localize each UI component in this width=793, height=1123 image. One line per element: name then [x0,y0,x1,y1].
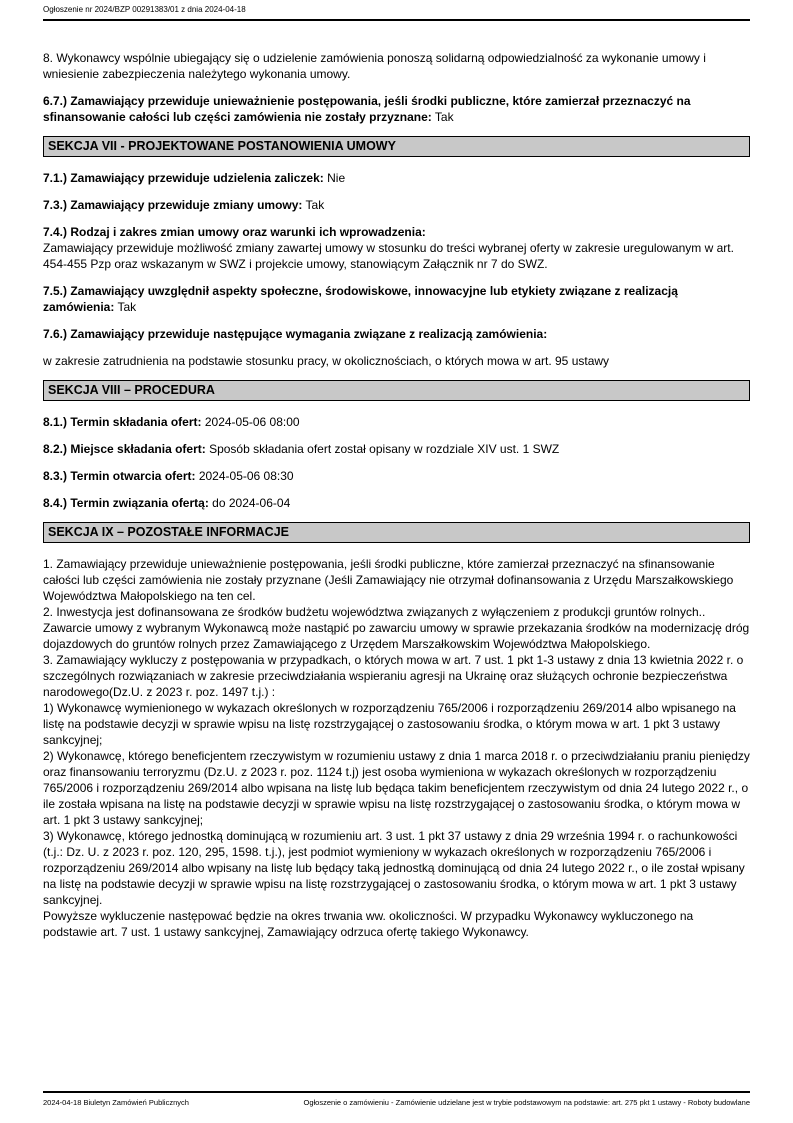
field-8-3 [43,468,750,484]
page-footer [43,1091,750,1107]
field-7-3 [43,197,750,213]
note-line: 2) Wykonawcę, którego beneficjentem rzeczywistym w rozumieniu ustawy z dnia 1 marca 2018 r. o przeciwdziałaniu praniu pieniędzy oraz finansowaniu terroryzmu (Dz.U. z 2023 r. poz. 1124 t.j) jest osoba wymieniona w wykazach określonych w rozporządzeniu 765/2006 i rozporządzeniu 269/2014 albo wpisana na listę lub będąca takim beneficjentem rzeczywistym od dnia 24 lutego 2022 r., o ile została wpisana na listę na podstawie decyzji w sprawie wpisu na listę rozstrzygającej o zastosowaniu środka, o którym mowa w art. 1 pkt 3 ustawy sankcyjnej; [43,749,750,827]
field-8-2 [43,441,750,457]
field-8-1 [43,414,750,430]
field-8-4 [43,495,750,511]
page-header [43,5,750,21]
paragraph-joint-liability: 8. Wykonawcy wspólnie ubiegający się o udzielenie zamówienia ponoszą solidarną odpowiedzialność za wykonanie umowy i wniesienie zabezpieczenia należytego wykonania umowy. [43,51,706,81]
field-8-1-value: 2024-05-06 08:00 [204,415,300,429]
remaining-information-block [43,556,750,940]
field-7-6-body: w zakresie zatrudnienia na podstawie stosunku pracy, w okolicznościach, o których mowa w art. 95 ustawy [43,354,610,368]
notice-number-line: Ogłoszenie nr 2024/BZP 00291383/01 z dnia 2024-04-18 [43,5,246,14]
field-6-7 [43,93,750,125]
note-line: 1. Zamawiający przewiduje unieważnienie postępowania, jeśli środki publiczne, które zamierzał przeznaczyć na sfinansowanie całości lub części zamówienia nie zostały przyznane (Jeśli Zamawiający nie otrzymał dofinansowania z Urzędu Marszałkowskiego Województwa Małopolskiego na ten cel. [43,557,734,603]
field-6-7-label: 6.7.) Zamawiający przewiduje unieważnienie postępowania, jeśli środki publiczne, które zamierzał przeznaczyć na sfinansowanie całości lub części zamówienia nie zostały przyznane: [43,94,691,124]
field-8-3-label: 8.3.) Termin otwarcia ofert: [43,469,196,483]
note-line: 3. Zamawiający wykluczy z postępowania w przypadkach, o których mowa w art. 7 ust. 1 pkt 1-3 ustawy z dnia 13 kwietnia 2022 r. o szczególnych rozwiązaniach w zakresie przeciwdziałania wspieraniu agresji na Ukrainę oraz służących ochronie bezpieczeństwa narodowego(Dz.U. z 2023 r. poz. 1497 t.j.) : [43,653,744,699]
section-header-viii: SEKCJA VIII – PROCEDURA [43,380,750,401]
field-7-5-value: Tak [117,300,137,314]
field-7-6 [43,326,750,342]
field-7-4 [43,224,750,272]
field-8-1-label: 8.1.) Termin składania ofert: [43,415,202,429]
section-header-ix: SEKCJA IX – POZOSTAŁE INFORMACJE [43,522,750,543]
field-7-1 [43,170,750,186]
document-content [43,50,750,940]
field-8-4-value: do 2024-06-04 [212,496,291,510]
note-line: Powyższe wykluczenie następować będzie na okres trwania ww. okoliczności. W przypadku Wykonawcy wykluczonego na podstawie art. 7 ust. 1 ustawy sankcyjnej, Zamawiający odrzuca ofertę takiego Wykonawcy. [43,909,694,939]
field-8-3-value: 2024-05-06 08:30 [198,469,294,483]
footer-right-text: Ogłoszenie o zamówieniu - Zamówienie udzielane jest w trybie podstawowym na podstawie: art. 275 pkt 1 ustawy - Roboty budowlane [303,1098,750,1107]
field-6-7-value: Tak [434,110,454,124]
field-7-6-label: 7.6.) Zamawiający przewiduje następujące wymagania związane z realizacją zamówienia: [43,327,548,341]
section-header-vii: SEKCJA VII - PROJEKTOWANE POSTANOWIENIA UMOWY [43,136,750,157]
field-7-4-label: 7.4.) Rodzaj i zakres zmian umowy oraz warunki ich wprowadzenia: [43,225,426,239]
note-line: 3) Wykonawcę, którego jednostką dominującą w rozumieniu art. 3 ust. 1 pkt 37 ustawy z dnia 29 września 1994 r. o rachunkowości (t.j.: Dz. U. z 2023 r. poz. 120, 295, 1598. t.j.), jest podmiot wymieniony w wykazach określonych w rozporządzeniu 765/2006 i rozporządzeniu 269/2014 albo wpisany na listę lub będący taką jednostką dominującą od dnia 24 lutego 2022 r., o ile został wpisany na listę na podstawie decyzji w sprawie wpisu na listę rozstrzygającej o zastosowaniu środka, o którym mowa w art. 1 pkt 3 ustawy sankcyjnej. [43,829,745,907]
field-7-1-label: 7.1.) Zamawiający przewiduje udzielenia zaliczek: [43,171,324,185]
note-line: 2. Inwestycja jest dofinansowana ze środków budżetu województwa związanych z wyłączeniem z produkcji gruntów rolnych.. Zawarcie umowy z wybranym Wykonawcą może nastąpić po zawarciu umowy w sprawie przekazania środków na modernizację dróg dojazdowych do gruntów rolnych przez Zamawiającego z Urzędem Marszałkowskim Województwa Małopolskiego. [43,605,750,651]
field-7-1-value: Nie [327,171,346,185]
field-7-4-body: Zamawiający przewiduje możliwość zmiany zawartej umowy w stosunku do treści wybranej oferty w zakresie uregulowanym w art. 454-455 Pzp oraz wskazanym w SWZ i projekcie umowy, stanowiącym Załącznik nr 7 do SWZ. [43,241,734,271]
field-8-2-label: 8.2.) Miejsce składania ofert: [43,442,206,456]
note-line: 1) Wykonawcę wymienionego w wykazach określonych w rozporządzeniu 765/2006 i rozporządzeniu 269/2014 albo wpisanego na listę na podstawie decyzji w sprawie wpisu na listę rozstrzygającej o zastosowaniu środka, o którym mowa w art. 1 pkt 3 ustawy sankcyjnej; [43,701,736,747]
field-7-3-value: Tak [305,198,325,212]
field-8-4-label: 8.4.) Termin związania ofertą: [43,496,209,510]
field-7-5 [43,283,750,315]
footer-left-text: 2024-04-18 Biuletyn Zamówień Publicznych [43,1098,189,1107]
field-8-2-value: Sposób składania ofert został opisany w rozdziale XIV ust. 1 SWZ [209,442,560,456]
field-7-3-label: 7.3.) Zamawiający przewiduje zmiany umowy: [43,198,303,212]
field-7-5-label: 7.5.) Zamawiający uwzględnił aspekty społeczne, środowiskowe, innowacyjne lub etykiety związane z realizacją zamówienia: [43,284,678,314]
